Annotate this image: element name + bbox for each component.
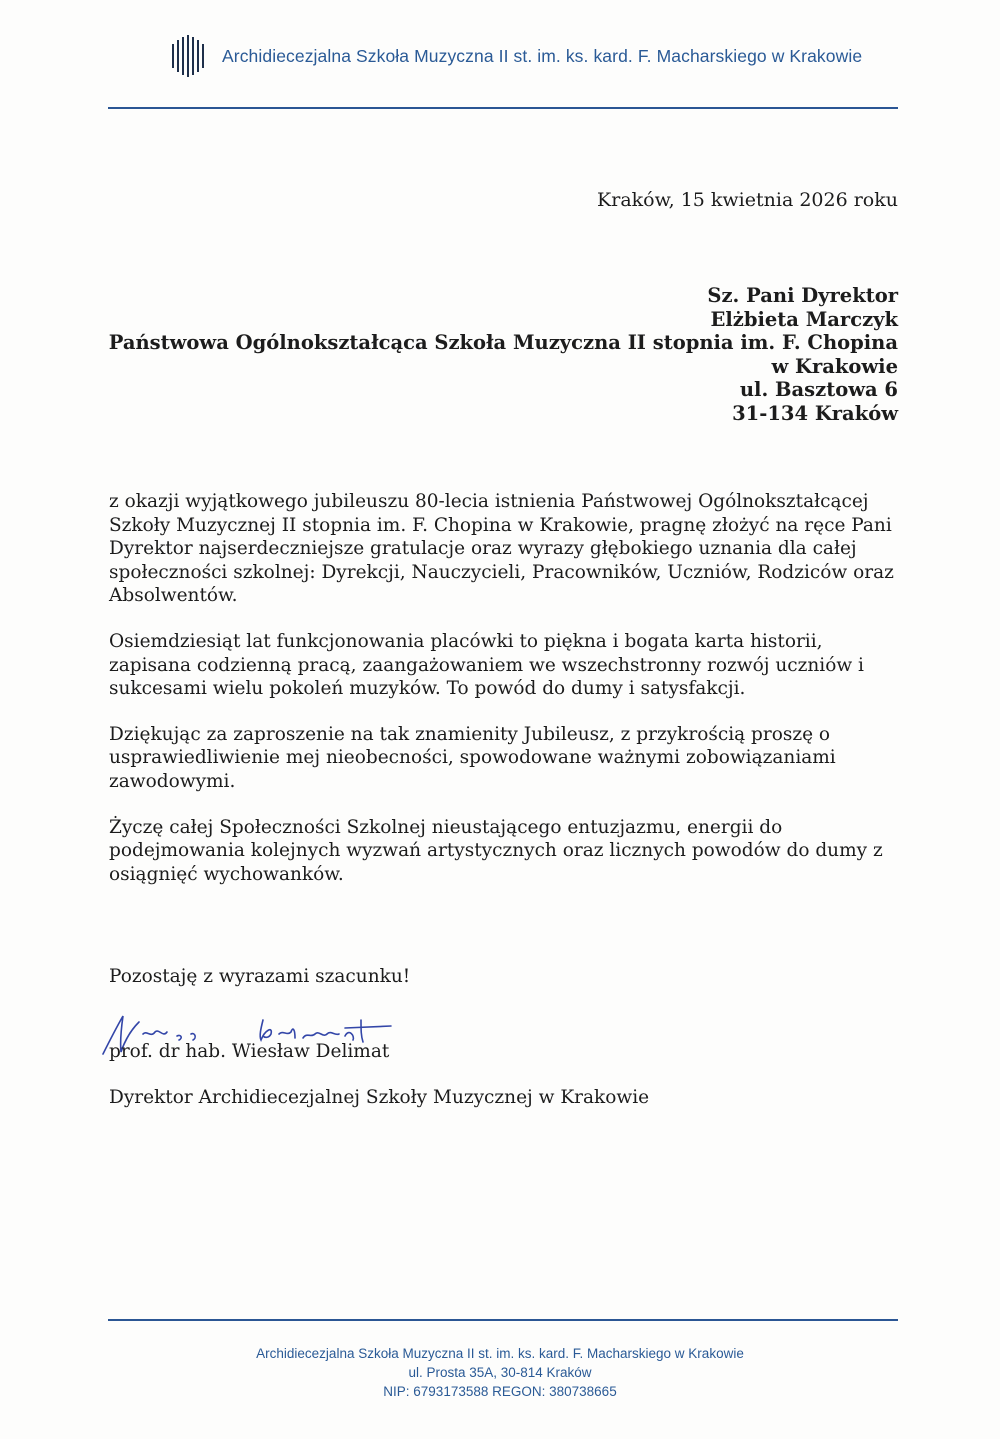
footer-institution: Archidiecezjalna Szkoła Muzyczna II st. im. ks. kard. F. Macharskiego w Krakowie bbox=[256, 1346, 744, 1361]
header-divider bbox=[108, 107, 898, 109]
recipient-school: Państwowa Ogólnokształcąca Szkoła Muzyczna II stopnia im. F. Chopina bbox=[108, 331, 898, 354]
letter-body bbox=[109, 490, 899, 908]
recipient-city: w Krakowie bbox=[771, 354, 898, 378]
letterhead bbox=[170, 30, 890, 80]
footer-address: ul. Prosta 35A, 30-814 Kraków bbox=[408, 1365, 592, 1380]
letterhead-title: Archidiecezjalna Szkoła Muzyczna II st. im. ks. kard. F. Macharskiego w Krakowie bbox=[222, 46, 863, 66]
paragraph-2: Osiemdziesiąt lat funkcjonowania placówki to piękna i bogata karta historii, zapisana codzienną pracą, zaangażowaniem we wszechstronny rozwój uczniów i sukcesami wielu pokoleń muzyków. To powód do dumy i satysfakcji. bbox=[109, 630, 864, 700]
signer-role: Dyrektor Archidiecezjalnej Szkoły Muzycznej w Krakowie bbox=[109, 1087, 650, 1108]
recipient-name: Elżbieta Marczyk bbox=[710, 307, 898, 331]
recipient-street: ul. Basztowa 6 bbox=[739, 378, 898, 401]
recipient-salutation: Sz. Pani Dyrektor bbox=[707, 284, 898, 307]
footer bbox=[150, 1344, 850, 1401]
closing-line: Pozostaję z wyrazami szacunku! bbox=[109, 966, 411, 987]
organ-pipes-icon bbox=[170, 34, 206, 78]
recipient-postal: 31-134 Kraków bbox=[732, 401, 898, 425]
recipient-block bbox=[78, 284, 898, 425]
paragraph-3: Dziękując za zaproszenie na tak znamienity Jubileusz, z przykrością proszę o usprawiedliwienie mej nieobecności, spowodowane ważnymi zobowiązaniami zawodowymi. bbox=[109, 723, 836, 792]
paragraph-4: Życzę całej Społeczności Szkolnej nieustającego entuzjazmu, energii do podejmowania kolejnych wyzwań artystycznych oraz licznych powodów do dumy z osiągnięć wychowanków. bbox=[109, 816, 883, 885]
footer-tax-ids: NIP: 6793173588 REGON: 380738665 bbox=[383, 1384, 617, 1399]
letter-date: Kraków, 15 kwietnia 2026 roku bbox=[597, 189, 898, 211]
footer-divider bbox=[108, 1319, 898, 1321]
paragraph-1: z okazji wyjątkowego jubileuszu 80-lecia istnienia Państwowej Ogólnokształcącej Szkoły Muzycznej II stopnia im. F. Chopina w Krakowie, pragnę złożyć na ręce Pani Dyrektor najserdeczniejsze gratulacje oraz wyrazy głębokiego uznania dla całej społeczności szkolnej: Dyrekcji, Nauczycieli, Pracowników, Uczniów, Rodziców oraz Absolwentów. bbox=[109, 491, 894, 607]
signer-name: prof. dr hab. Wiesław Delimat bbox=[109, 1041, 390, 1062]
